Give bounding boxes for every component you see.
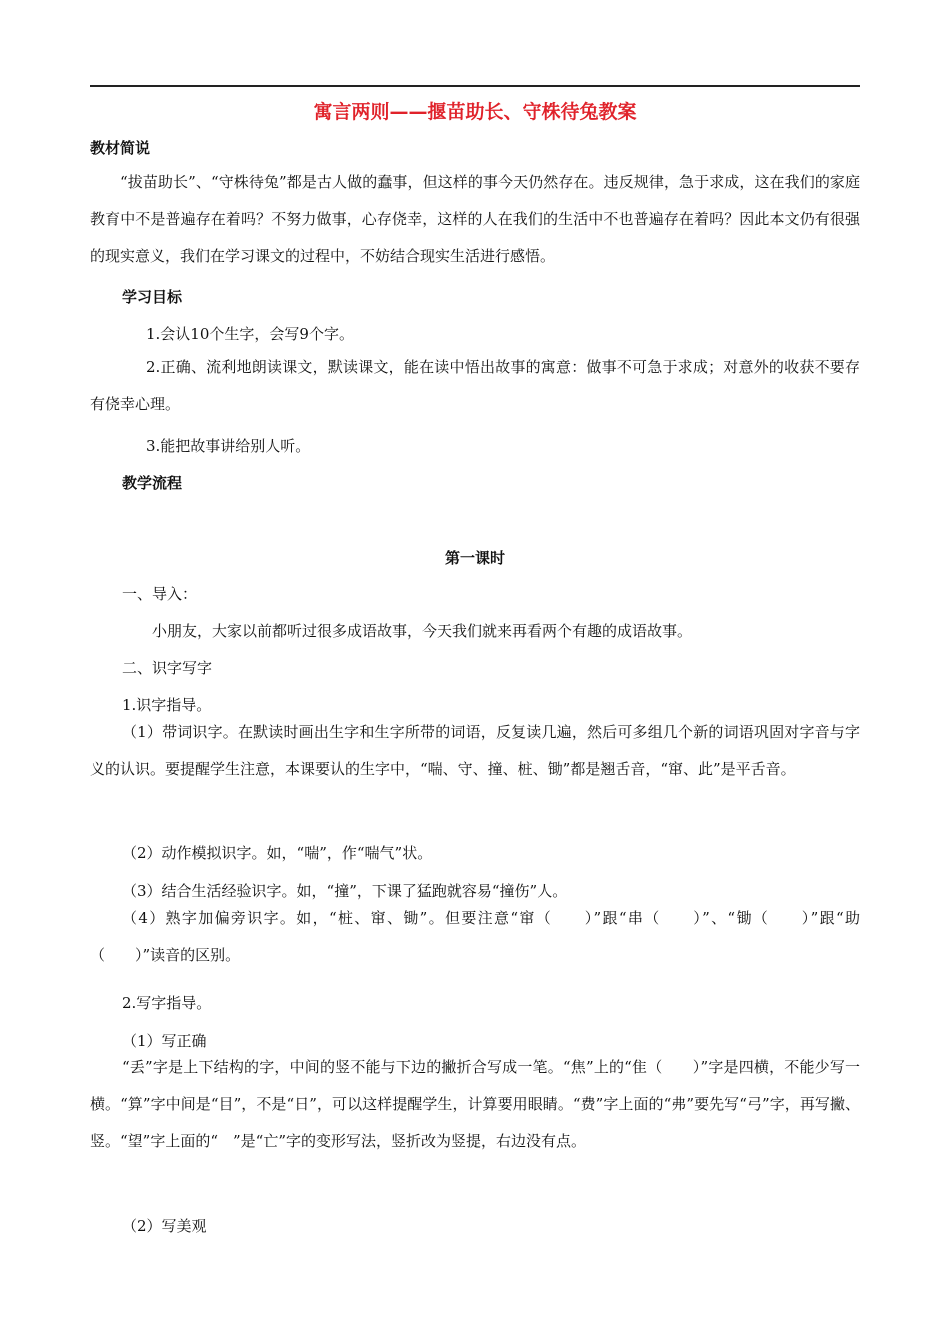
paragraph-1: （1）带词识字。在默读时画出生字和生字所带的词语，反复读几遍，然后可多组几个新的词语巩固对字音与字义的认识。要提醒学生注意，本课要认的生字中，“喘、守、撞、桩、锄”都是翘舌音，“窜、此”是平舌音。 (90, 723, 860, 778)
subsection-2-heading: 2.写字指导。 (122, 994, 212, 1012)
writing-2-heading: （2）写美观 (122, 1217, 207, 1235)
subsection-1-heading: 1.识字指导。 (122, 696, 212, 714)
goal-item-2: 2.正确、流利地朗读课文，默读课文，能在读中悟出故事的寓意：做事不可急于求成；对意外的收获不要存有侥幸心理。 (90, 358, 860, 413)
process-heading: 教学流程 (122, 474, 183, 492)
writing-1-paragraph: “丢”字是上下结构的字，中间的竖不能与下边的撇折合写成一笔。“焦”上的“隹（ ）”字是四横，不能少写一横。“算”字中间是“目”，不是“日”，可以这样提醒学生，计算要用眼睛。“费”字上面的“弗”要先写“弓”字，再写撇、竖。“望”字上面的“ ”是“亡”字的变形写法，竖折改为竖提，右边没有点。 (90, 1058, 860, 1150)
section-1-text: 小朋友，大家以前都听过很多成语故事，今天我们就来再看两个有趣的成语故事。 (152, 622, 693, 640)
goals-heading: 学习目标 (122, 288, 183, 306)
section-1-heading: 一、导入： (122, 585, 198, 603)
intro-heading: 教材简说 (90, 139, 151, 157)
writing-1-heading: （1）写正确 (122, 1032, 207, 1050)
document-title: 寓言两则——揠苗助长、守株待兔教案 (313, 101, 637, 123)
paragraph-3: （3）结合生活经验识字。如，“撞”，下课了猛跑就容易“撞伤”人。 (122, 882, 568, 900)
paragraph-2: （2）动作模拟识字。如，“喘”，作“喘气”状。 (122, 844, 433, 862)
goal-item-1: 1.会认10个生字，会写9个字。 (146, 325, 354, 343)
header-rule (90, 85, 860, 87)
paragraph-4: （4）熟字加偏旁识字。如，“桩、窜、锄”。但要注意“窜（ ）”跟“串（ ）”、“锄（ ）”跟“助（ ）”读音的区别。 (90, 909, 860, 964)
lesson-title: 第一课时 (444, 549, 505, 567)
goal-item-3: 3.能把故事讲给别人听。 (146, 437, 311, 455)
section-2-heading: 二、识字写字 (122, 659, 213, 677)
intro-paragraph: “拔苗助长”、“守株待兔”都是古人做的蠢事，但这样的事今天仍然存在。违反规律，急于求成，这在我们的家庭教育中不是普遍存在着吗？不努力做事，心存侥幸，这样的人在我们的生活中不也普遍存在着吗？因此本文仍有很强的现实意义，我们在学习课文的过程中，不妨结合现实生活进行感悟。 (90, 173, 860, 265)
